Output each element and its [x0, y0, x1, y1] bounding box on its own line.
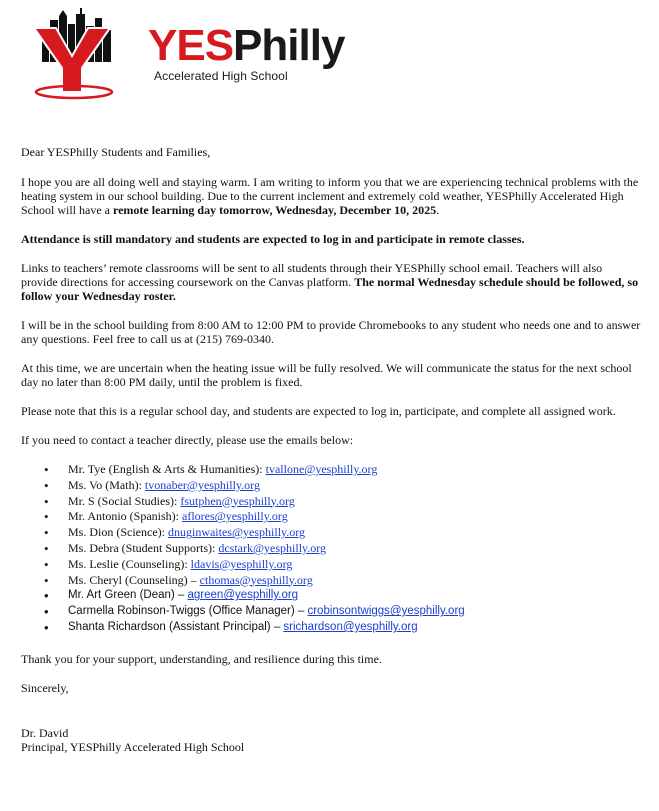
- list-item: • Mr. Art Green (Dean) – agreen@yesphilly.org: [21, 588, 641, 604]
- email-link[interactable]: ldavis@yesphilly.org: [190, 556, 293, 571]
- schedule-highlight: The normal Wednesday schedule should be followed, so follow your Wednesday roster.: [21, 275, 639, 303]
- paragraph-attendance: Attendance is still mandatory and students are expected to log in and participate in remote classes.: [21, 232, 525, 246]
- list-item: • Mr. Tye (English & Arts & Humanities): tvallone@yesphilly.org: [21, 462, 641, 478]
- email-link[interactable]: fsutphen@yesphilly.org: [180, 493, 295, 508]
- email-link[interactable]: srichardson@yesphilly.org: [283, 620, 418, 633]
- list-item: • Carmella Robinson-Twiggs (Office Manager) – crobinsontwiggs@yesphilly.org: [21, 604, 641, 620]
- sign-off: Sincerely,: [21, 680, 69, 695]
- greeting: Dear YESPhilly Students and Families,: [21, 145, 211, 159]
- teacher-contact-list: [21, 462, 641, 636]
- remote-day-highlight: remote learning day tomorrow, Wednesday, December 10, 2025: [112, 203, 437, 217]
- yesphilly-logo-icon: [30, 6, 130, 106]
- paragraph-heating-notice: I hope you are all doing well and staying warm. I am writing to inform you that we are experiencing technical problems with the heating system in our school building. Due to the current inclement and extremely cold weather, YESPhilly Accelerated High School will have a remote learning day tomorrow, Wednesday, December 10, 2025.: [21, 175, 639, 217]
- signature-block: [21, 726, 641, 754]
- brand-subtitle: Accelerated High School: [154, 69, 288, 83]
- email-link[interactable]: tvallone@yesphilly.org: [265, 462, 378, 476]
- paragraph-links: Links to teachers’ remote classrooms will be sent to all students through their YESPhilly school email. Teachers will also provide directions for accessing coursework on the Canvas platform. The normal Wednesday schedule should be followed, so follow your Wednesday roster.: [21, 261, 639, 303]
- list-item: • Ms. Leslie (Counseling): ldavis@yesphilly.org: [21, 557, 641, 573]
- list-item: • Mr. Antonio (Spanish): aflores@yesphilly.org: [21, 509, 641, 525]
- signer-name: Dr. David: [21, 725, 69, 740]
- email-link[interactable]: dcstark@yesphilly.org: [218, 540, 327, 555]
- paragraph-contact-intro: If you need to contact a teacher directly, please use the emails below:: [21, 433, 354, 447]
- list-item: • Ms. Vo (Math): tvonaber@yesphilly.org: [21, 478, 641, 494]
- list-item: • Ms. Cheryl (Counseling) – cthomas@yesphilly.org: [21, 573, 641, 589]
- paragraph-uncertainty: At this time, we are uncertain when the heating issue will be fully resolved. We will communicate the status for the next school day no later than 8:00 PM daily, until the problem is fixed.: [21, 361, 632, 389]
- school-logo: [30, 6, 345, 106]
- list-item: • Shanta Richardson (Assistant Principal) – srichardson@yesphilly.org: [21, 620, 641, 636]
- signer-title: Principal, YESPhilly Accelerated High School: [21, 739, 245, 754]
- email-link[interactable]: cthomas@yesphilly.org: [199, 572, 313, 587]
- email-link[interactable]: tvonaber@yesphilly.org: [144, 477, 260, 492]
- list-item: • Ms. Debra (Student Supports): dcstark@yesphilly.org: [21, 541, 641, 557]
- paragraph-chromebooks: I will be in the school building from 8:00 AM to 12:00 PM to provide Chromebooks to any student who needs one and to answer any questions. Feel free to call us at (215) 769-0340.: [21, 318, 641, 346]
- email-link[interactable]: agreen@yesphilly.org: [187, 589, 299, 602]
- list-item: • Mr. S (Social Studies): fsutphen@yesphilly.org: [21, 494, 641, 510]
- list-item: • Ms. Dion (Science): dnuginwaites@yesphilly.org: [21, 525, 641, 541]
- closing-thanks: Thank you for your support, understanding, and resilience during this time.: [21, 651, 382, 666]
- paragraph-regular-day: Please note that this is a regular school day, and students are expected to log in, participate, and complete all assigned work.: [21, 404, 616, 418]
- email-link[interactable]: aflores@yesphilly.org: [182, 509, 288, 524]
- brand-wordmark: YESPhilly: [148, 21, 345, 70]
- email-link[interactable]: crobinsontwiggs@yesphilly.org: [307, 605, 465, 618]
- email-link[interactable]: dnuginwaites@yesphilly.org: [167, 525, 306, 540]
- letter-body: [21, 145, 641, 754]
